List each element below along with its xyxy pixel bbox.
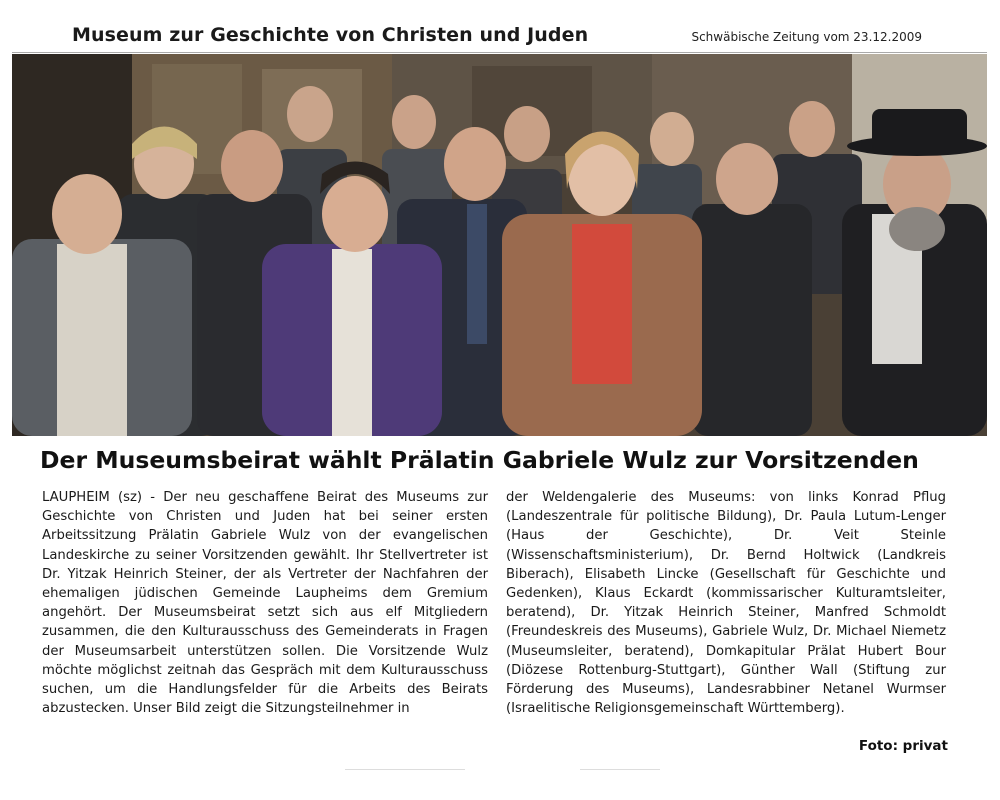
scan-artifact bbox=[345, 769, 465, 770]
group-photo bbox=[12, 54, 987, 436]
scan-artifact bbox=[580, 769, 660, 770]
source-date: Schwäbische Zeitung vom 23.12.2009 bbox=[691, 30, 922, 44]
article-headline: Der Museumsbeirat wählt Prälatin Gabriele Wulz zur Vorsitzenden bbox=[40, 446, 919, 474]
article-body-left: LAUPHEIM (sz) - Der neu geschaffene Beirat des Museums zur Geschichte von Christen und Juden hat bei seiner ersten Arbeitssitzung Prälatin Gabriele Wulz von der evangelischen Landeskirche zu seiner Vorsitzenden gewählt. Ihr Stellvertreter ist Dr. Yitzak Heinrich Steiner, der als Vertreter der Nachfahren der ehemaligen jüdischen Gemeinde Laupheims dem Gremium angehört. Der Museumsbeirat setzt sich aus elf Mitgliedern zusammen, die den Kulturausschuss des Gemeinderats in Fragen der Museumsarbeit unterstützen sollen. Die Vorsitzende Wulz möchte möglichst zeitnah das Gespräch mit dem Kulturausschuss suchen, um die Handlungsfelder für die Arbeits des Beirats abzustecken. Unser Bild zeigt die Sitzungsteilnehmer in bbox=[42, 490, 488, 717]
header-divider bbox=[12, 52, 987, 53]
section-title: Museum zur Geschichte von Christen und Juden bbox=[72, 24, 589, 46]
article-body-right: der Weldengalerie des Museums: von links Konrad Pflug (Landeszentrale für politische Bildung), Dr. Paula Lutum-Lenger (Haus der Geschichte), Dr. Veit Steinle (Wissenschaftsministerium), Dr. Bernd Holtwick (Landkreis Biberach), Elisabeth Lincke (Gesellschaft für Geschichte und Gedenken), Klaus Eckardt (kommissarischer Kulturamtsleiter, beratend), Dr. Yitzak Heinrich Steiner, Manfred Schmoldt (Freundeskreis des Museums), Gabriele Wulz, Dr. Michael Niemetz (Museumsleiter, beratend), Domkapitular Prälat Hubert Bour (Diözese Rottenburg-Stuttgart), Günther Wall (Stiftung zur Förderung des Museums), Landesrabbiner Netanel Wurmser (Israelitische Religionsgemeinschaft Württemberg). bbox=[506, 490, 946, 717]
photo-credit: Foto: privat bbox=[858, 738, 948, 754]
